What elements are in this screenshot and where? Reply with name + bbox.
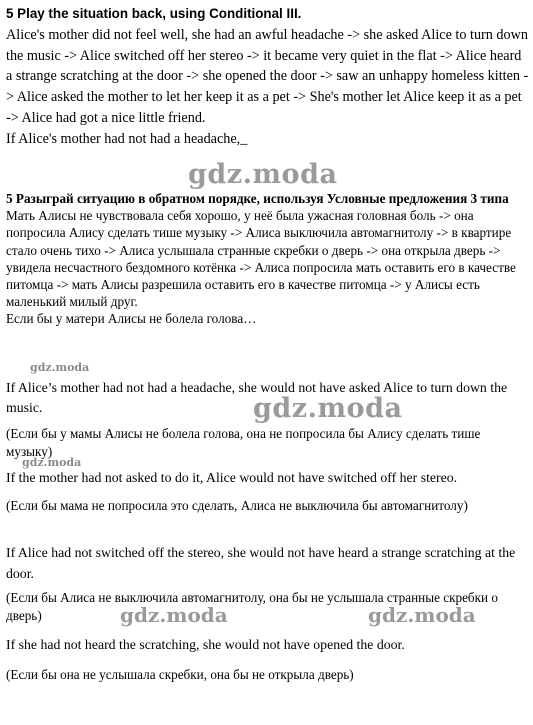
task-ru <box>6 190 529 328</box>
task-ru-text: Мать Алисы не чувствовала себя хорошо, у неё была ужасная головная боль -> она попросила Алису сделать тише музыку -> Алиса выключила автомагнитолу -> в квартире стало очень тихо -> Алиса услышала странные скребки о дверь -> она открыла дверь -> увидела несчастного бездомного котёнка -> Алиса попросила мать оставить его в качестве питомца -> мать Алисы разрешила оставить его в качестве питомца -> у Алисы есть маленький милый друг. <box>6 208 516 310</box>
watermark-logo: gdz.moda <box>253 393 403 424</box>
answer-4-en: If she had not heard the scratching, she would not have opened the door. <box>6 637 405 652</box>
answer-2-ru: (Если бы мама не попросила это сделать, Алиса не выключила бы автомагнитолу) <box>6 498 468 513</box>
watermark-logo: gdz.moda <box>22 456 82 469</box>
task-en-text: Alice's mother did not feel well, she had an awful headache -> she asked Alice to turn down the music -> Alice switched off her stereo -> it became very quiet in the flat -> Alice heard a strange scratching at the door -> she opened the door -> saw an unhappy homeless kitten -> Alice asked the mother to let her keep it as a pet -> She's mother let Alice keep it as a pet -> Alice had got a nice little friend. <box>6 26 529 126</box>
watermark-logo: gdz.moda <box>368 603 476 627</box>
answer-4-ru: (Если бы она не услышала скребки, она бы не открыла дверь) <box>6 667 354 682</box>
watermark-logo: gdz.moda <box>188 159 338 190</box>
answer-1-ru: (Если бы у мамы Алисы не болела голова, она не попросила бы Алису сделать тише музыку) <box>6 426 481 459</box>
task-ru-prompt: Если бы у матери Алисы не болела голова… <box>6 311 257 327</box>
answer-3-en: If Alice had not switched off the stereo, she would not have heard a strange scratching at the door. <box>6 545 516 581</box>
answer-1-en: If Alice’s mother had not had a headache, she would not have asked Alice to turn down the music. <box>6 380 508 415</box>
watermark-logo: gdz.moda <box>120 603 228 627</box>
task-ru-heading: 5 Разыграй ситуацию в обратном порядке, используя Условные предложения 3 типа <box>6 191 509 206</box>
watermark-logo: gdz.moda <box>30 361 90 374</box>
answer-2-en: If the mother had not asked to do it, Alice would not have switched off her stereo. <box>6 470 458 485</box>
task-en <box>6 4 529 150</box>
task-en-heading: 5 Play the situation back, using Conditional III. <box>6 6 302 21</box>
task-en-prompt: If Alice's mother had not had a headache,_ <box>6 130 248 147</box>
answer-3-ru: (Если бы Алиса не выключила автомагнитолу, она бы не услышала странные скребки о дверь) <box>6 590 498 623</box>
